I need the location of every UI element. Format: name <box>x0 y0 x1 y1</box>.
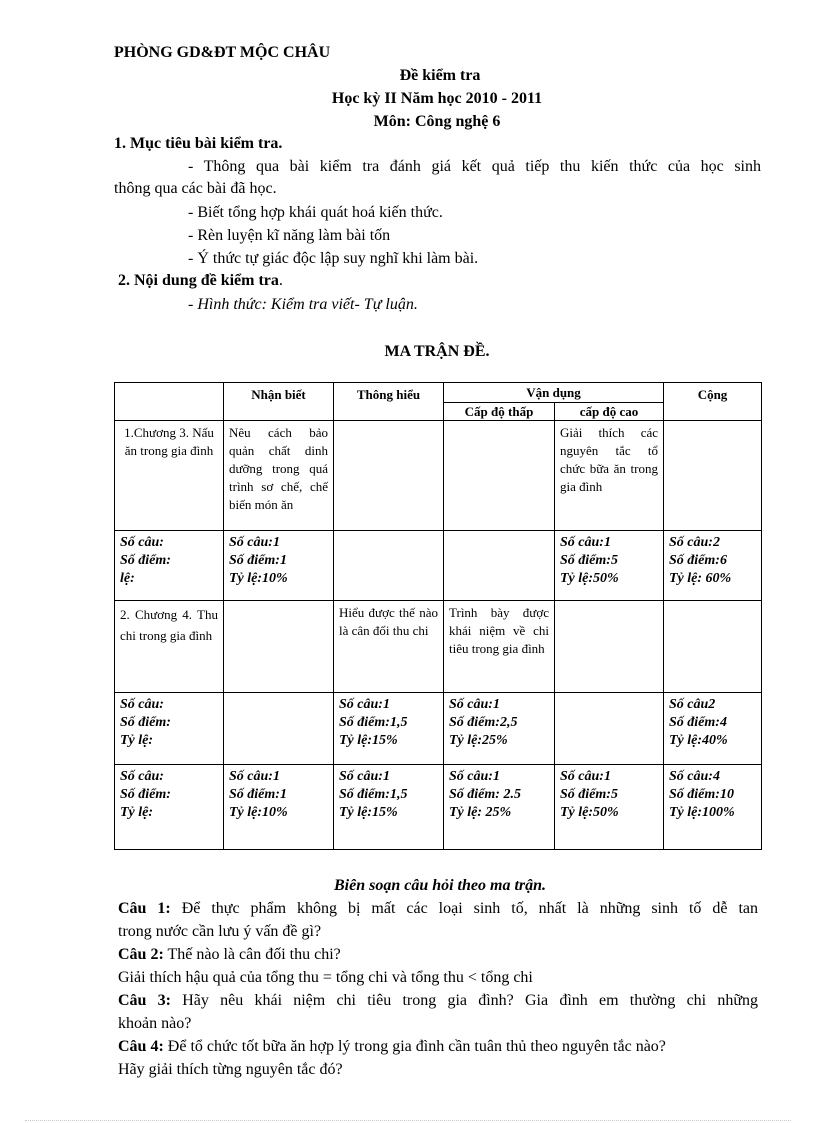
stats-cong-ch4 <box>664 693 762 765</box>
cell-cong-ch4 <box>664 601 762 693</box>
question-1-text: Để thực phẩm không bị mất các loại sinh tố, nhất là những sinh tố dễ tan <box>181 900 758 917</box>
stat-so-cau: Số câu2 <box>669 697 716 712</box>
section1-heading: 1. Mục tiêu bài kiểm tra. <box>114 135 283 152</box>
cell-thong-hieu-ch4: Hiểu được thế nào là cân đối thu chi <box>334 601 444 693</box>
objective-paragraph-line1: - Thông qua bài kiểm tra đánh giá kết quả tiếp thu kiến thức của học sinh <box>188 158 761 175</box>
exam-title: Đề kiểm tra <box>399 67 481 84</box>
stat-so-diem: Số điểm:4 <box>669 715 727 730</box>
cell-cap-do-cao-ch4 <box>555 601 664 693</box>
total-nhan-biet <box>224 765 334 850</box>
matrix-title: MA TRẬN ĐỀ. <box>384 343 490 360</box>
question-4-line2: Hãy giải thích từng nguyên tắc đó? <box>118 1061 343 1078</box>
cell-nhan-biet-ch4 <box>224 601 334 693</box>
stat-so-cau: Số câu:1 <box>449 697 500 712</box>
stat-so-cau: Số câu:1 <box>560 535 611 550</box>
stat-ty-le: Tỷ lệ:50% <box>560 805 619 820</box>
stat-so-diem: Số điểm:5 <box>560 553 618 568</box>
question-4-text: Để tổ chức tốt bữa ăn hợp lý trong gia đình cần tuân thủ theo nguyên tắc nào? <box>167 1038 666 1055</box>
exam-form: - Hình thức: Kiểm tra viết- Tự luận. <box>188 296 418 313</box>
question-1-line1 <box>118 900 758 918</box>
question-1-label: Câu 1: <box>118 900 171 917</box>
stat-ty-le: Tỷ lệ:10% <box>229 805 288 820</box>
header-cap-do-thap: Cấp độ thấp <box>444 403 555 421</box>
exam-subject: Môn: Công nghệ 6 <box>373 113 501 130</box>
question-2-text: Thế nào là cân đối thu chi? <box>167 946 341 963</box>
label-so-diem: Số điểm: <box>120 715 171 730</box>
label-so-cau: Số câu: <box>120 769 164 784</box>
topic-chapter-3: 1.Chương 3. Nấu ăn trong gia đình <box>115 421 224 531</box>
total-cong <box>664 765 762 850</box>
total-labels <box>115 765 224 850</box>
stat-so-cau: Số câu:1 <box>229 769 280 784</box>
cell-cong-ch3 <box>664 421 762 531</box>
question-3-line2: khoản nào? <box>118 1015 192 1032</box>
total-thong-hieu <box>334 765 444 850</box>
question-2-line2: Giải thích hậu quả của tổng thu = tổng chi và tổng thu < tổng chi <box>118 969 533 986</box>
stats-thong-hieu-ch3 <box>334 531 444 601</box>
stat-so-diem: Số điểm:10 <box>669 787 734 802</box>
question-1-line2: trong nước cần lưu ý vấn đề gì? <box>118 923 322 940</box>
stats-cap-do-cao-ch4 <box>555 693 664 765</box>
exam-term: Học kỳ II Năm học 2010 - 2011 <box>331 90 543 107</box>
stat-ty-le: Tỷ lệ:100% <box>669 805 735 820</box>
objective-paragraph-line2: thông qua các bài đã học. <box>114 180 277 197</box>
header-van-dung: Vận dụng <box>444 383 664 403</box>
label-ty-le: lệ: <box>120 571 135 586</box>
table-row <box>115 693 762 765</box>
stat-so-diem: Số điểm:1 <box>229 553 287 568</box>
stat-ty-le: Tỷ lệ:50% <box>560 571 619 586</box>
stats-cong-ch3 <box>664 531 762 601</box>
label-ty-le: Tỷ lệ: <box>120 805 154 820</box>
stats-nhan-biet-ch4 <box>224 693 334 765</box>
table-row <box>115 531 762 601</box>
question-2-label: Câu 2: <box>118 946 164 963</box>
cell-thong-hieu-ch3 <box>334 421 444 531</box>
header-nhan-biet: Nhận biết <box>224 383 334 421</box>
school-office: PHÒNG GD&ĐT MỘC CHÂU <box>114 44 331 61</box>
objective-bullet-1: - Biết tổng hợp khái quát hoá kiến thức. <box>188 204 443 221</box>
stat-so-cau: Số câu:1 <box>229 535 280 550</box>
stat-so-cau: Số câu:1 <box>339 697 390 712</box>
cell-nhan-biet-ch3: Nêu cách bảo quản chất dinh dưỡng trong quá trình sơ chế, chế biến món ăn <box>224 421 334 531</box>
section2-heading-period: . <box>278 272 283 289</box>
stats-thong-hieu-ch4 <box>334 693 444 765</box>
question-3-label: Câu 3: <box>118 992 172 1009</box>
stat-ty-le: Tỷ lệ:15% <box>339 733 398 748</box>
stat-ty-le: Tỷ lệ: 60% <box>669 571 732 586</box>
table-header-row <box>115 383 762 403</box>
header-cong: Cộng <box>664 383 762 421</box>
table-row-total <box>115 765 762 850</box>
objective-bullet-2: - Rèn luyện kĩ năng làm bài tốn <box>188 227 391 244</box>
stat-ty-le: Tỷ lệ:25% <box>449 733 508 748</box>
header-topic-cell <box>115 383 224 421</box>
label-ty-le: Tỷ lệ: <box>120 733 154 748</box>
exam-matrix-table <box>114 382 762 850</box>
cell-cap-do-thap-ch4: Trình bày được khái niệm về chi tiêu trong gia đình <box>444 601 555 693</box>
cell-cap-do-thap-ch3 <box>444 421 555 531</box>
label-so-diem: Số điểm: <box>120 787 171 802</box>
stat-so-diem: Số điểm:1 <box>229 787 287 802</box>
stat-so-cau: Số câu:1 <box>339 769 390 784</box>
stats-cap-do-thap-ch4 <box>444 693 555 765</box>
stats-nhan-biet-ch3 <box>224 531 334 601</box>
stats-cap-do-thap-ch3 <box>444 531 555 601</box>
stat-so-diem: Số điểm: 2.5 <box>449 787 521 802</box>
table-row <box>115 421 762 531</box>
stat-ty-le: Tỷ lệ: 25% <box>449 805 512 820</box>
table-row <box>115 601 762 693</box>
stat-so-cau: Số câu:1 <box>560 769 611 784</box>
cell-cap-do-cao-ch3: Giải thích các nguyên tắc tổ chức bữa ăn trong gia đình <box>555 421 664 531</box>
section2-heading <box>118 272 283 290</box>
header-thong-hieu: Thông hiểu <box>334 383 444 421</box>
label-so-diem: Số điểm: <box>120 553 171 568</box>
question-4-label: Câu 4: <box>118 1038 164 1055</box>
question-3-line1 <box>118 992 758 1010</box>
stat-so-diem: Số điểm:2,5 <box>449 715 518 730</box>
stat-ty-le: Tỷ lệ:15% <box>339 805 398 820</box>
stat-so-diem: Số điểm:1,5 <box>339 715 408 730</box>
label-so-cau: Số câu: <box>120 697 164 712</box>
stat-so-cau: Số câu:1 <box>449 769 500 784</box>
label-so-cau: Số câu: <box>120 535 164 550</box>
objective-bullet-3: - Ý thức tự giác độc lập suy nghĩ khi làm bài. <box>188 250 479 267</box>
question-2-line1 <box>118 946 341 964</box>
stats-cap-do-cao-ch3 <box>555 531 664 601</box>
topic-chapter-4: 2. Chương 4. Thu chi trong gia đình <box>115 601 224 693</box>
stats-labels-ch4 <box>115 693 224 765</box>
page-bottom-divider <box>25 1120 791 1121</box>
header-cap-do-cao: cấp độ cao <box>555 403 664 421</box>
stat-ty-le: Tỷ lệ:10% <box>229 571 288 586</box>
questions-title: Biên soạn câu hỏi theo ma trận. <box>333 877 547 894</box>
question-4-line1 <box>118 1038 666 1056</box>
stat-so-cau: Số câu:4 <box>669 769 720 784</box>
section2-heading-text: 2. Nội dung đề kiểm tra <box>118 272 279 289</box>
stat-so-diem: Số điểm:6 <box>669 553 727 568</box>
total-cap-do-thap <box>444 765 555 850</box>
stat-so-diem: Số điểm:1,5 <box>339 787 408 802</box>
stats-labels-ch3 <box>115 531 224 601</box>
stat-ty-le: Tỷ lệ:40% <box>669 733 728 748</box>
stat-so-diem: Số điểm:5 <box>560 787 618 802</box>
total-cap-do-cao <box>555 765 664 850</box>
stat-so-cau: Số câu:2 <box>669 535 720 550</box>
question-3-text: Hãy nêu khái niệm chi tiêu trong gia đình? Gia đình em thường chi những <box>182 992 759 1009</box>
